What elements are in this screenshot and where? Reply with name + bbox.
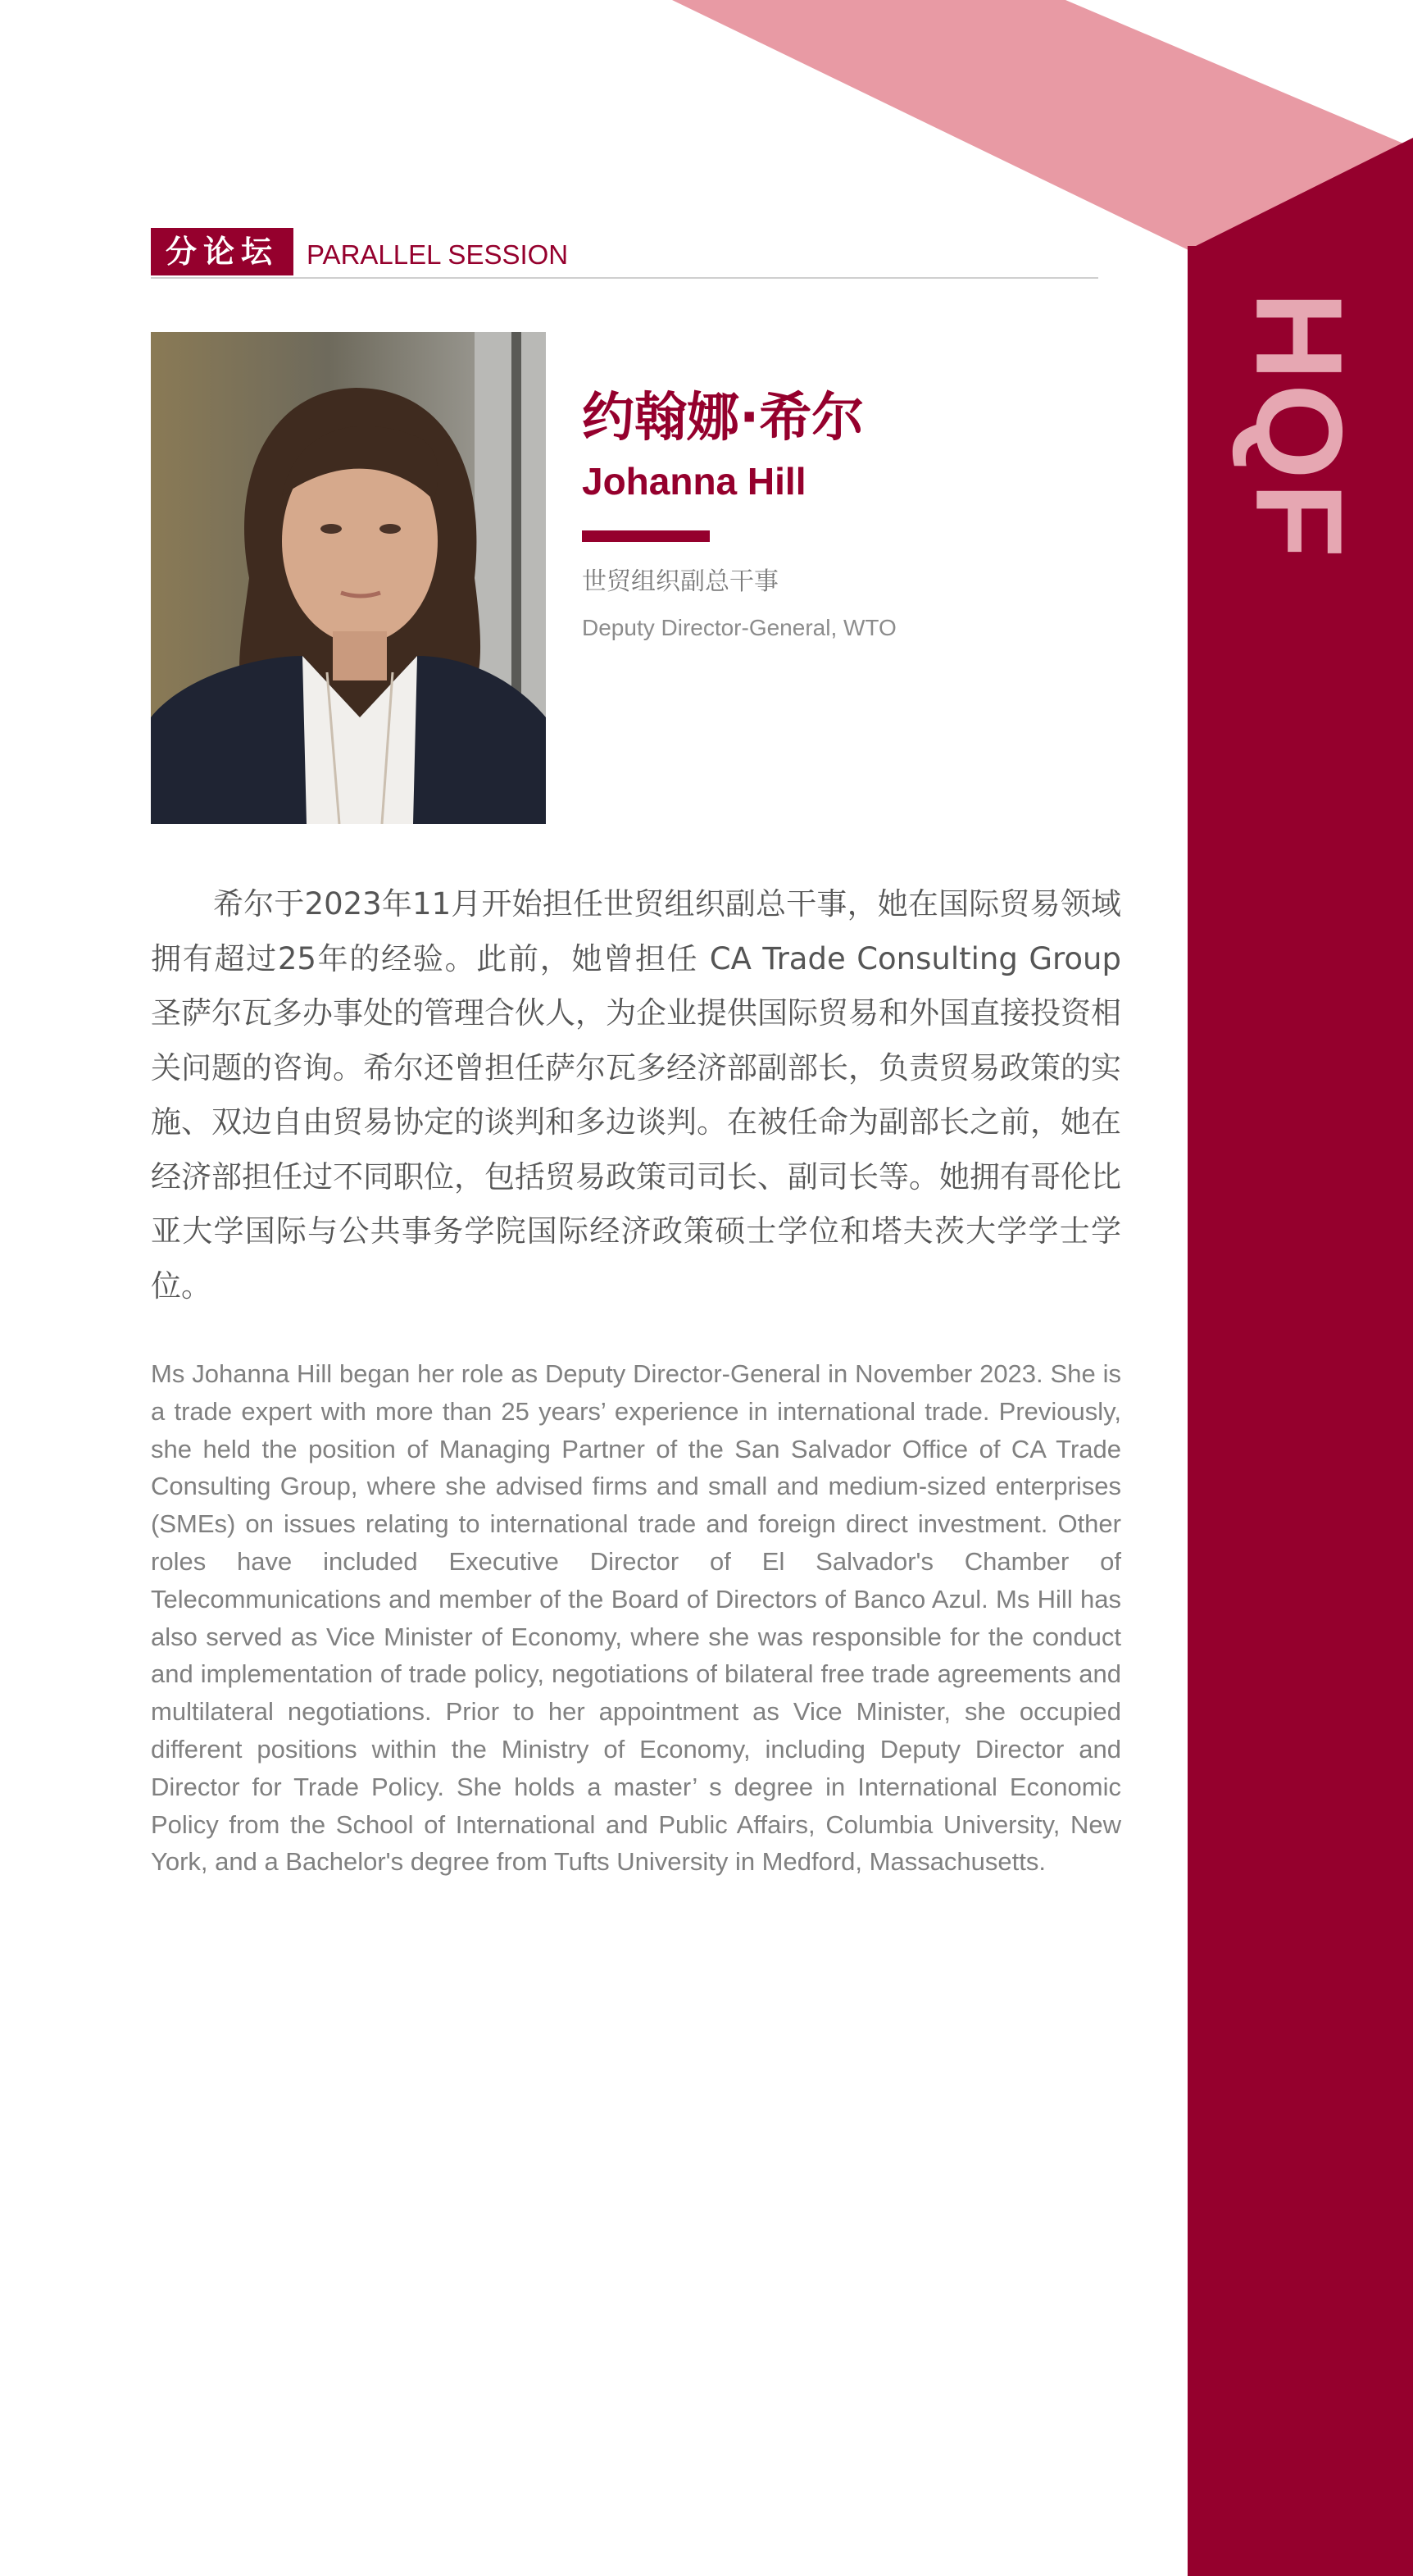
hqf-logo-text: HQF xyxy=(1229,291,1368,562)
portrait-illustration xyxy=(151,332,546,824)
speaker-portrait xyxy=(151,332,546,824)
hqf-logo xyxy=(1164,291,1413,562)
bio-paragraph-en: Ms Johanna Hill began her role as Deputy Director-General in November 2023. She is a trade expert with more than 25 years’ experience in international trade. Previously, she held the position of Managing Partner of the San Salvador Office of CA Trade Consulting Group, where she advised firms and small and medium-sized enterprises (SMEs) on issues relating to international trade and foreign direct investment. Other roles have included Executive Director of El Salvador's Chamber of Telecommunications and member of the Board of Directors of Banco Azul. Ms Hill has also served as Vice Minister of Economy, where she was responsible for the conduct and implementation of trade policy, negotiations of bilateral free trade agreements and multilateral negotiations. Prior to her appointment as Vice Minister, she occupied different positions within the Ministry of Economy, including Deputy Director and Director for Trade Policy. She holds a master’ s degree in International Economic Policy from the School of International and Public Affairs, Columbia University, New York, and a Bachelor's degree from Tufts University in Medford, Massachusetts. xyxy=(151,1359,1121,1877)
speaker-title-cn: 世贸组织副总干事 xyxy=(582,567,779,596)
session-tag-en: PARALLEL SESSION xyxy=(307,239,569,270)
speaker-name-en: Johanna Hill xyxy=(582,460,806,503)
decorative-pink-band xyxy=(0,0,1413,262)
bio-paragraph-cn: 希尔于2023年11月开始担任世贸组织副总干事，她在国际贸易领域拥有超过25年的经验。此前，她曾担任 CA Trade Consulting Group圣萨尔瓦多办事处的管理合伙人，为企业提供国际贸易和外国直接投资相关问题的咨询。希尔还曾担任萨尔瓦多经济部副部长，负责贸易政策的实施、双边自由贸易协定的谈判和多边谈判。在被任命为副部长之前，她在经济部担任过不同职位，包括贸易政策司司长、副司长等。她拥有哥伦比亚大学国际与公共事务学院国际经济政策硕士学位和塔夫茨大学学士学位。 xyxy=(151,886,1121,1304)
speaker-title-en: Deputy Director-General, WTO xyxy=(582,615,897,640)
session-header xyxy=(151,228,1098,279)
name-underline-rule xyxy=(582,530,710,542)
brand-side-bar xyxy=(1188,246,1413,2576)
session-tag-cn: 分论坛 xyxy=(151,228,293,275)
speaker-name-cn: 约翰娜·希尔 xyxy=(582,388,865,448)
